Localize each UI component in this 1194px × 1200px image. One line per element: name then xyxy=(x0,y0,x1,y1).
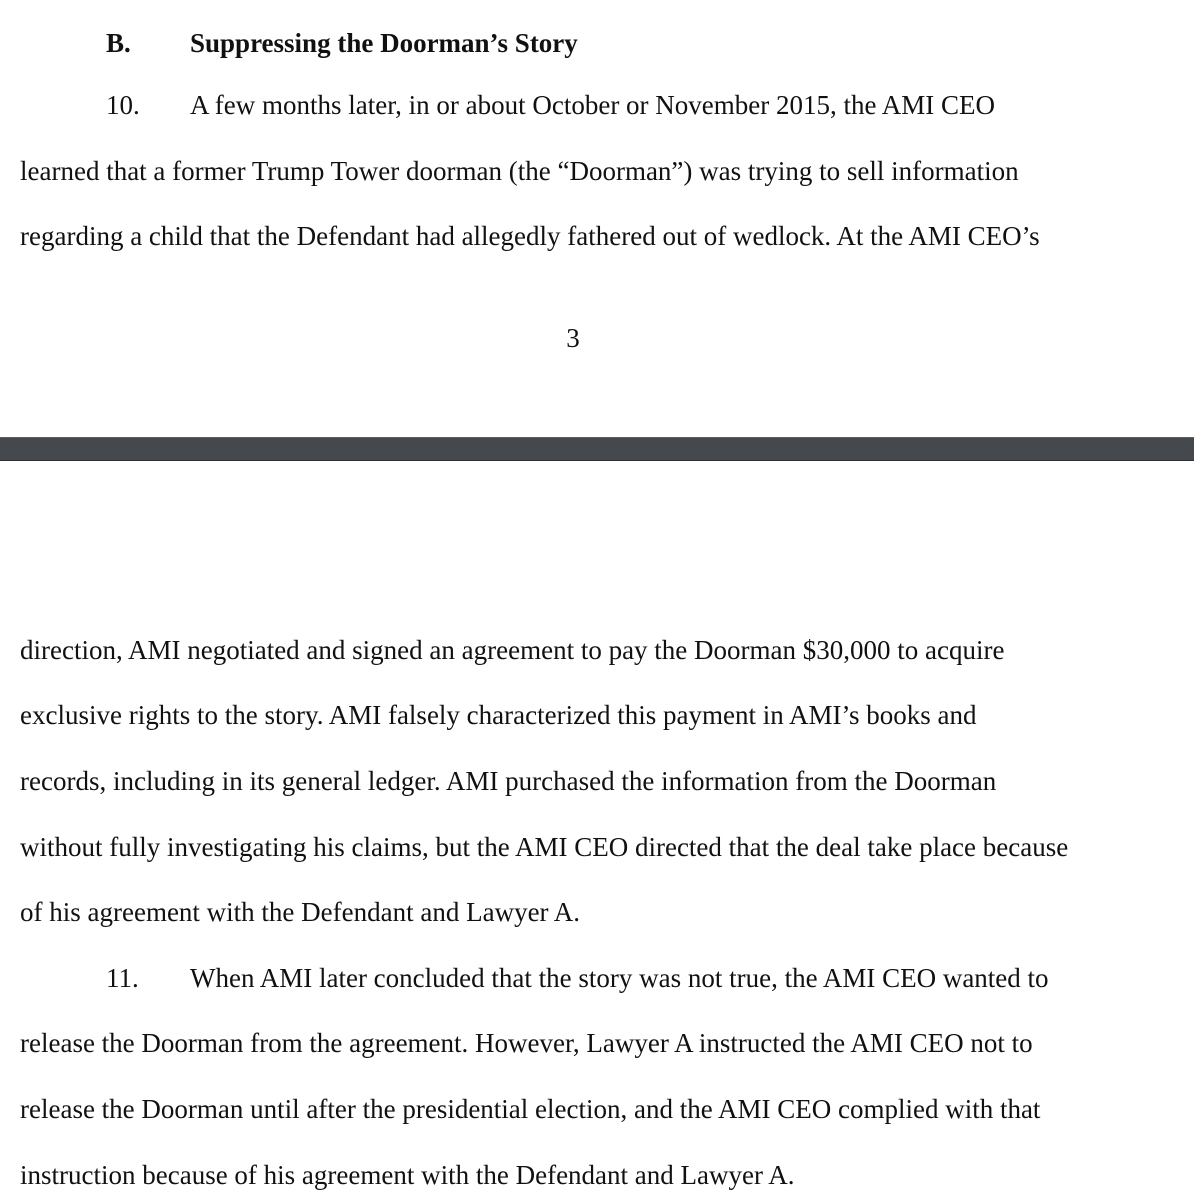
paragraph-10-continued-line: direction, AMI negotiated and signed an agreement to pay the Doorman $30,000 to acquire xyxy=(20,635,1005,665)
paragraph-11-number: 11. xyxy=(106,963,139,993)
paragraph-10-line: learned that a former Trump Tower doorman (the “Doorman”) was trying to sell information xyxy=(20,156,1019,186)
paragraph-11-line: release the Doorman until after the presidential election, and the AMI CEO complied with that xyxy=(20,1094,1041,1124)
section-letter: B. xyxy=(106,28,131,58)
page-separator xyxy=(0,437,1194,461)
paragraph-10-continued-line: without fully investigating his claims, but the AMI CEO directed that the deal take place because xyxy=(20,832,1069,862)
paragraph-10-number: 10. xyxy=(106,90,140,120)
page-number: 3 xyxy=(566,323,580,353)
paragraph-11-first-line: When AMI later concluded that the story was not true, the AMI CEO wanted to xyxy=(190,963,1049,993)
paragraph-10-line: regarding a child that the Defendant had allegedly fathered out of wedlock. At the AMI CEO’s xyxy=(20,221,1040,251)
section-title: Suppressing the Doorman’s Story xyxy=(190,28,578,58)
paragraph-10-continued-line: records, including in its general ledger. AMI purchased the information from the Doorman xyxy=(20,766,997,796)
paragraph-10-first-line: A few months later, in or about October or November 2015, the AMI CEO xyxy=(190,90,996,120)
paragraph-10-continued-line: of his agreement with the Defendant and Lawyer A. xyxy=(20,897,581,927)
paragraph-11-line: release the Doorman from the agreement. However, Lawyer A instructed the AMI CEO not to xyxy=(20,1028,1033,1058)
paragraph-11-line: instruction because of his agreement with the Defendant and Lawyer A. xyxy=(20,1160,795,1190)
paragraph-10-continued-line: exclusive rights to the story. AMI falsely characterized this payment in AMI’s books and xyxy=(20,700,977,730)
